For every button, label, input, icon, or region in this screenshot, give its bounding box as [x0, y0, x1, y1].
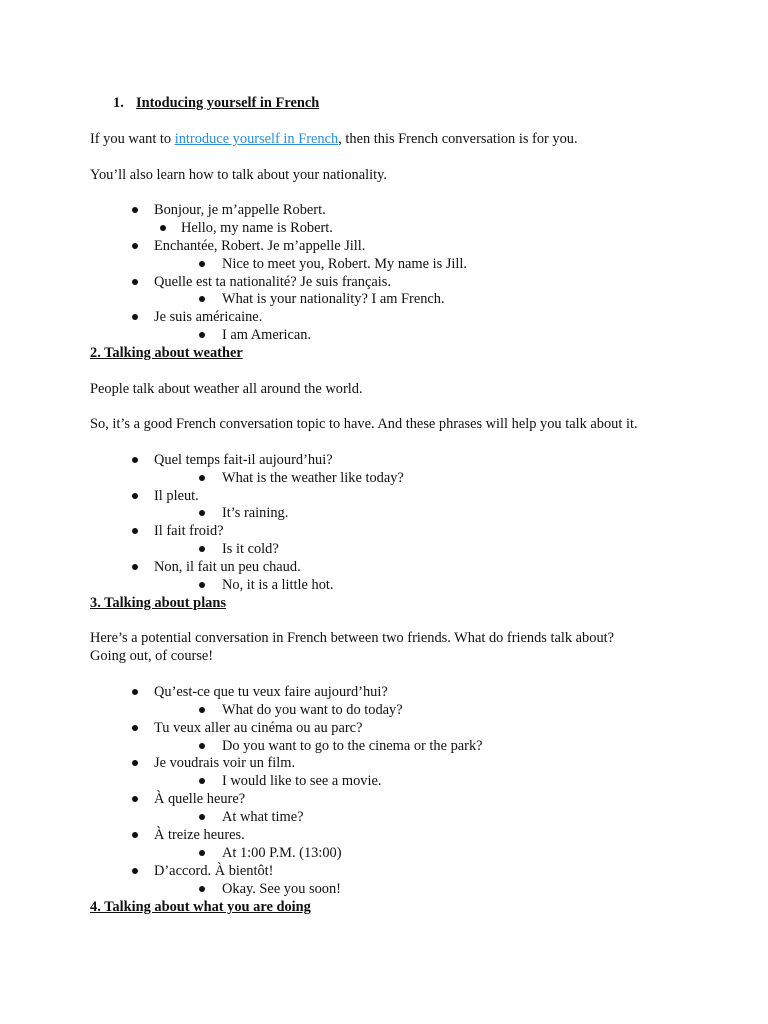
bullet-icon: [199, 546, 205, 552]
bullet-icon: [199, 261, 205, 267]
list-item-english: Do you want to go to the cinema or the park?: [222, 738, 483, 754]
list-item-french: À quelle heure?: [154, 791, 246, 807]
list-item-french: Enchantée, Robert. Je m’appelle Jill.: [154, 238, 366, 254]
bullet-icon: [199, 475, 205, 481]
bullet-icon: [199, 510, 205, 516]
bullet-icon: [132, 243, 138, 249]
section-3-heading: 3. Talking about plans: [90, 595, 226, 611]
bullet-icon: [199, 296, 205, 302]
bullet-icon: [132, 493, 138, 499]
intro-text-after: , then this French conversation is for you.: [338, 131, 578, 147]
list-item-french: Bonjour, je m’appelle Robert.: [154, 202, 326, 218]
list-item-french: Il fait froid?: [154, 523, 224, 539]
bullet-icon: [199, 814, 205, 820]
list-item-english: What is the weather like today?: [222, 470, 404, 486]
section-1-number: 1.: [113, 95, 124, 111]
bullet-icon: [199, 850, 205, 856]
list-item-french: À treize heures.: [154, 827, 245, 843]
section-1-intro-paragraph: [90, 130, 578, 148]
bullet-icon: [132, 207, 138, 213]
list-item-english: What is your nationality? I am French.: [222, 291, 445, 307]
bullet-icon: [132, 528, 138, 534]
list-item-french: Quel temps fait-il aujourd’hui?: [154, 452, 333, 468]
bullet-icon: [132, 564, 138, 570]
introduce-yourself-link[interactable]: introduce yourself in French: [174, 131, 339, 147]
list-item-english: I am American.: [222, 327, 312, 343]
bullet-icon: [199, 778, 205, 784]
list-item-english: It’s raining.: [222, 505, 289, 521]
list-item-english: At 1:00 P.M. (13:00): [222, 845, 342, 861]
section-3-paragraph-line-2: Going out, of course!: [90, 648, 214, 664]
bullet-icon: [160, 225, 166, 231]
list-item-french: D’accord. À bientôt!: [154, 863, 274, 879]
bullet-icon: [199, 707, 205, 713]
list-item-english: At what time?: [222, 809, 304, 825]
bullet-icon: [132, 760, 138, 766]
section-3-paragraph-line-1: Here’s a potential conversation in French between two friends. What do friends talk about?: [90, 630, 615, 646]
list-item-english: I would like to see a movie.: [222, 773, 382, 789]
list-item-english: Nice to meet you, Robert. My name is Jill.: [222, 256, 467, 272]
list-item-english: Is it cold?: [222, 541, 279, 557]
section-2-heading: 2. Talking about weather: [90, 345, 243, 361]
bullet-icon: [132, 832, 138, 838]
bullet-icon: [132, 457, 138, 463]
section-2-paragraph-2: So, it’s a good French conversation topic to have. And these phrases will help you talk about it.: [90, 416, 638, 432]
list-item-french: Qu’est-ce que tu veux faire aujourd’hui?: [154, 684, 388, 700]
section-1-heading: Intoducing yourself in French: [136, 95, 320, 111]
bullet-icon: [199, 743, 205, 749]
bullet-icon: [132, 796, 138, 802]
bullet-icon: [132, 689, 138, 695]
bullet-icon: [199, 332, 205, 338]
bullet-icon: [199, 886, 205, 892]
list-item-french: Je voudrais voir un film.: [154, 755, 296, 771]
list-item-english: Okay. See you soon!: [222, 881, 341, 897]
bullet-icon: [132, 868, 138, 874]
section-4-heading: 4. Talking about what you are doing: [90, 899, 311, 915]
section-2-paragraph-1: People talk about weather all around the world.: [90, 381, 363, 397]
bullet-icon: [132, 279, 138, 285]
list-item-english: No, it is a little hot.: [222, 577, 334, 593]
list-item-english: What do you want to do today?: [222, 702, 403, 718]
bullet-icon: [199, 582, 205, 588]
bullet-icon: [132, 314, 138, 320]
list-item-french: Il pleut.: [154, 488, 199, 504]
list-item-french: Tu veux aller au cinéma ou au parc?: [154, 720, 363, 736]
list-item-french: Quelle est ta nationalité? Je suis français.: [154, 274, 391, 290]
section-1-nationality-paragraph: You’ll also learn how to talk about your nationality.: [90, 167, 387, 183]
list-item-french: Non, il fait un peu chaud.: [154, 559, 301, 575]
intro-text-before: If you want to: [90, 131, 175, 147]
list-item-english: Hello, my name is Robert.: [181, 220, 333, 236]
bullet-icon: [132, 725, 138, 731]
list-item-french: Je suis américaine.: [154, 309, 263, 325]
